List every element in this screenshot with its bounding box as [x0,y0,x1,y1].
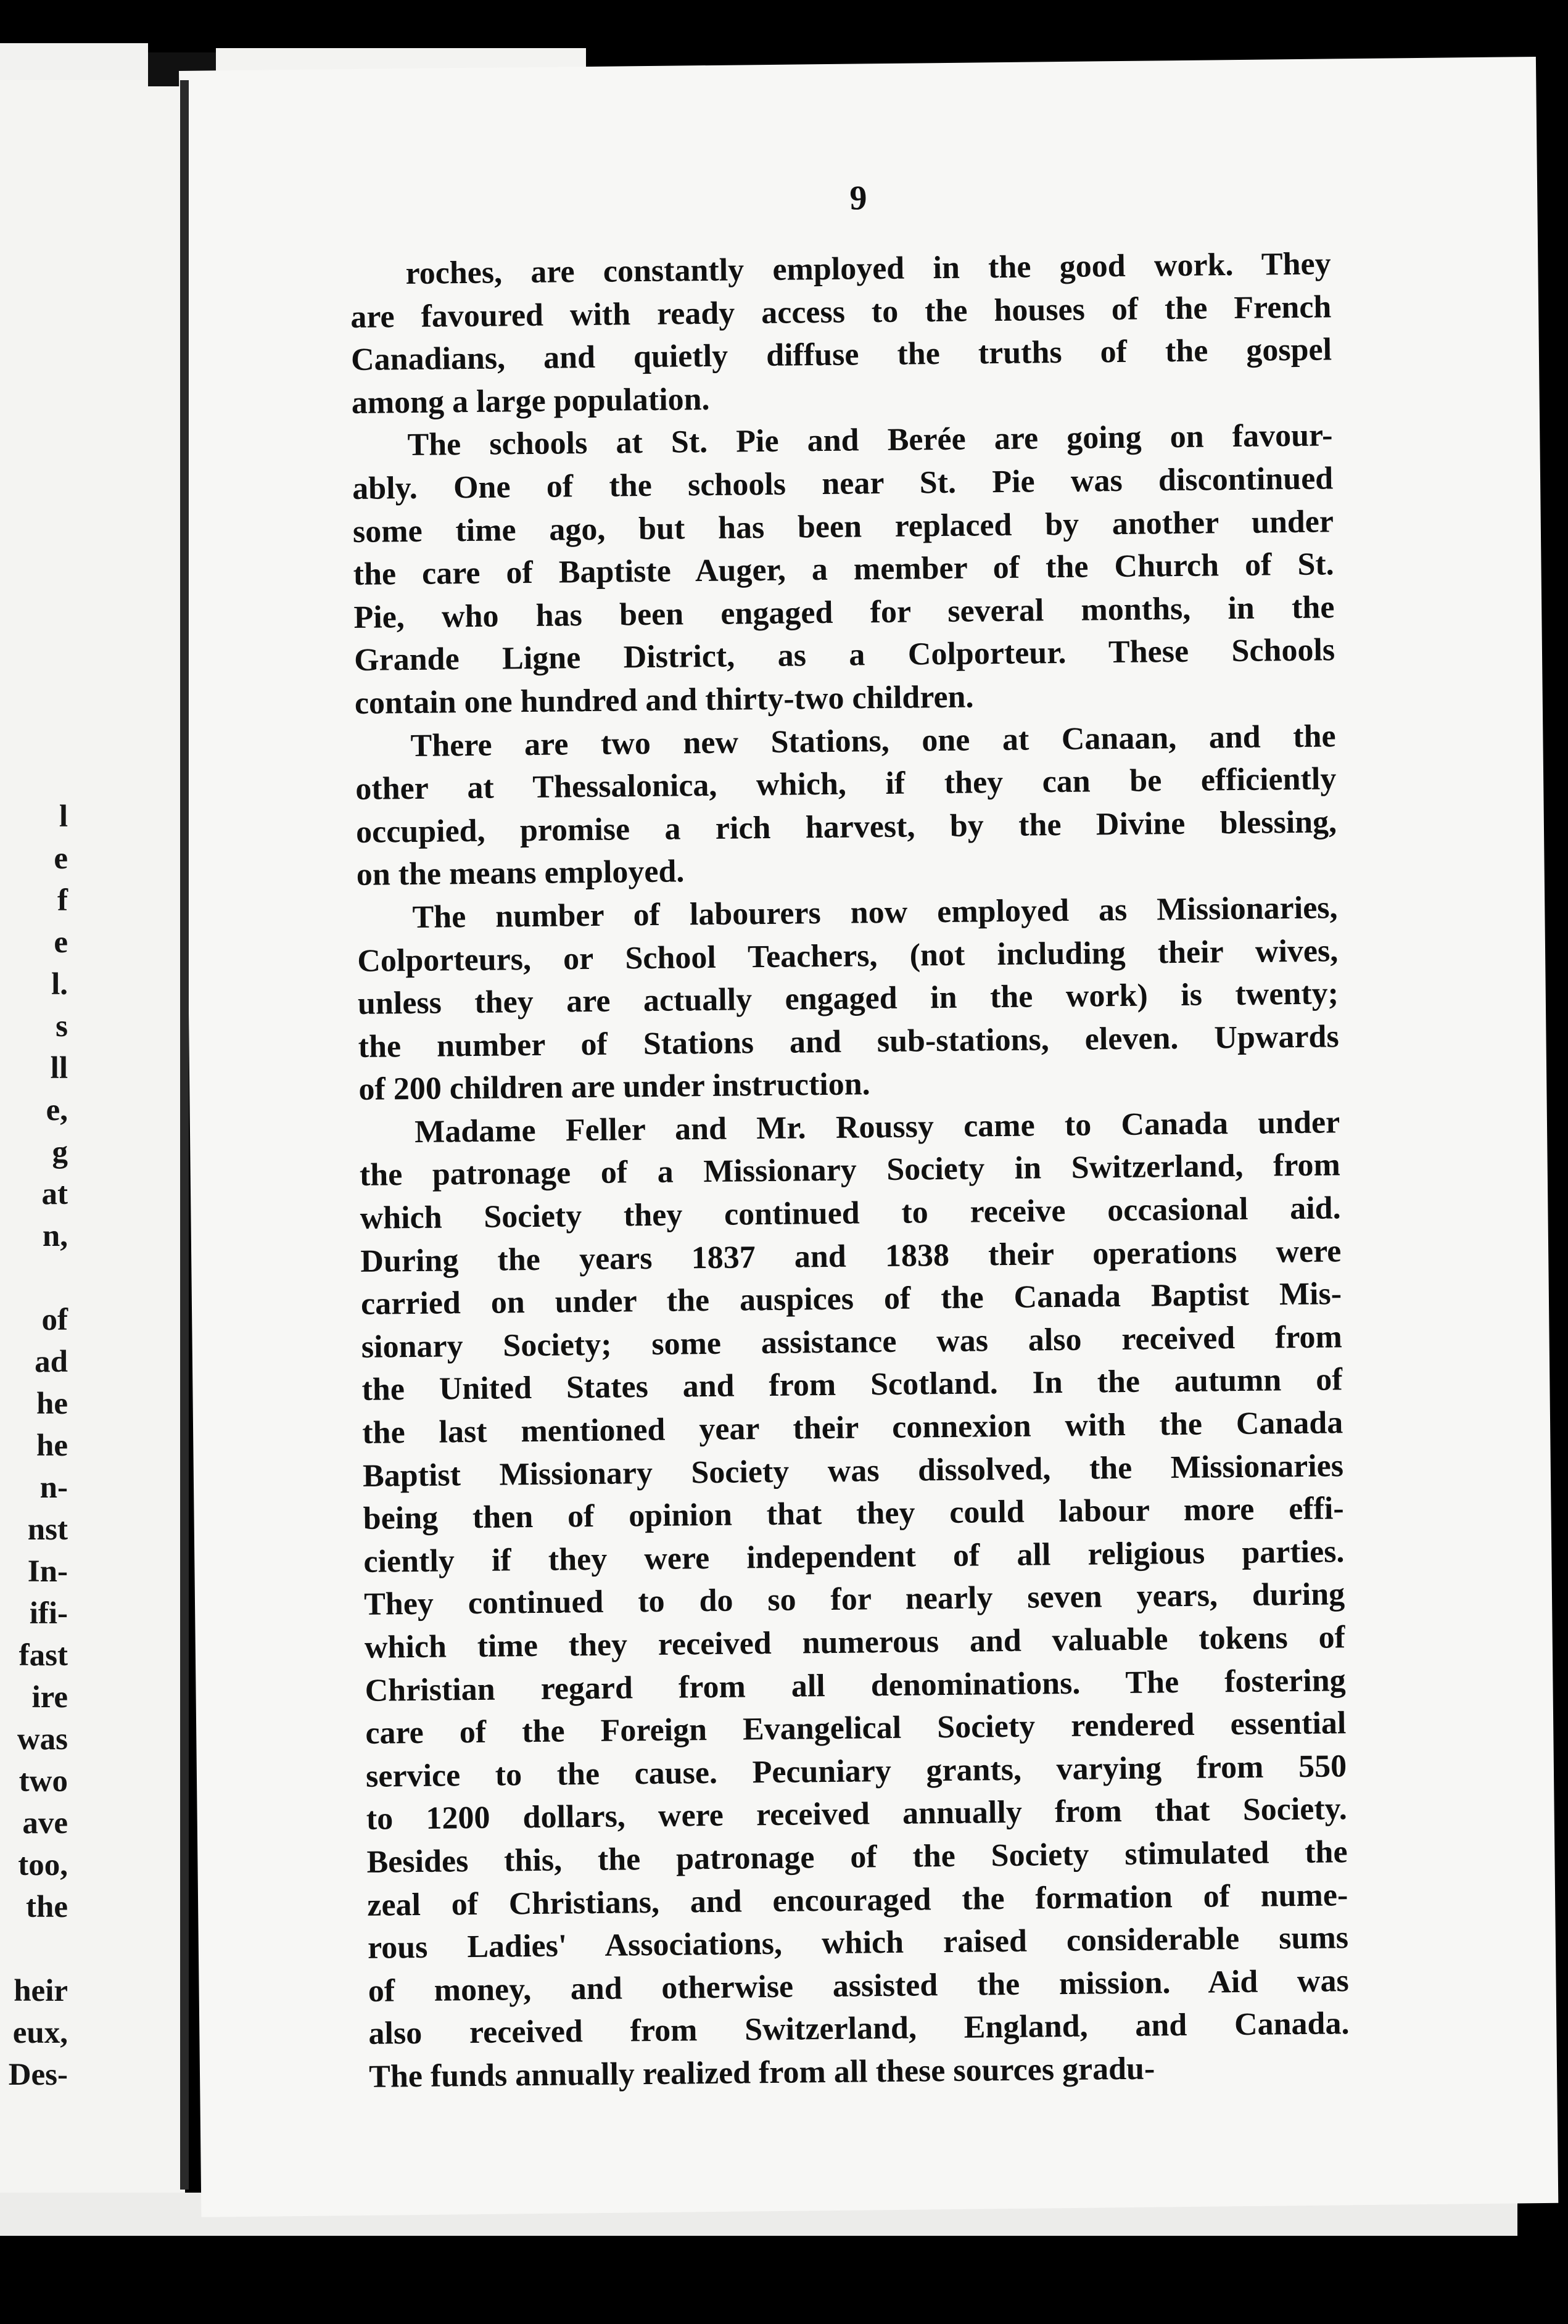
left-page-fragment [0,1257,68,1299]
text-line: sionary Society; some assistance was also received from [361,1319,1343,1365]
text-line: the care of Baptiste Auger, a member of the Church of St. [353,546,1334,593]
text-line: carried on under the auspices of the Canada Baptist Mis- [360,1276,1342,1322]
left-page-fragment [0,1928,68,1970]
text-line: zeal of Christians, and encouraged the formation of nume- [367,1877,1348,1923]
left-page-fragment: heir [14,1974,68,2008]
book-spine [180,80,189,2190]
left-page-fragment: s [56,1009,68,1044]
text-line: the number of Stations and sub-stations, eleven. Upwards [358,1018,1339,1065]
text-line: occupied, promise a rich harvest, by the Divine blessing, [355,804,1337,850]
left-page-fragment: ave [22,1806,68,1840]
left-page-fragment: e, [46,1093,68,1127]
left-page-fragment: l. [51,967,68,1002]
text-line: the last mentioned year their connexion with the Canada [361,1405,1343,1451]
text-line: the patronage of a Missionary Society in Switzerland, from [359,1147,1341,1193]
left-page-fragment: l [59,799,68,834]
left-page-fragment: e [54,841,68,876]
text-line: service to the cause. Pecuniary grants, varying from 550 [365,1748,1347,1794]
text-line: care of the Foreign Evangelical Society rendered essential [365,1705,1347,1752]
page-content [349,168,1350,2098]
text-line: Besides this, the patronage of the Society stimulated the [366,1834,1348,1880]
left-page-fragment: too, [18,1848,68,1882]
left-page-fragment: nst [27,1512,68,1547]
left-page-fragment: fast [19,1638,68,1673]
left-page-fragment: Des- [8,2058,68,2092]
left-page-fragment: the [26,1890,68,1924]
paragraph [357,886,1340,1111]
paragraph [352,414,1335,725]
left-page-fragment: ifi- [29,1596,68,1631]
text-line: rous Ladies' Associations, which raised considerable sums [367,1920,1349,1966]
text-line: which Society they continued to receive occasional aid. [360,1190,1341,1236]
text-line: Madame Feller and Mr. Roussy came to Canada under [414,1105,1340,1150]
text-line: roches, are constantly employed in the good work. They [405,246,1331,292]
left-page-text-fragments [0,796,68,2096]
left-page-fragment: he [36,1428,68,1463]
paragraph [355,715,1337,897]
text-line: Pie, who has been engaged for several months, in the [353,590,1335,635]
text-line: of 200 children are under instruction. [358,1066,870,1108]
paragraph [359,1101,1350,2098]
left-page-fragment: e [54,925,68,960]
text-line: being then of opinion that they could labour more effi- [363,1491,1344,1537]
text-line: some time ago, but has been replaced by another under [352,503,1334,550]
left-page-fragment: ire [31,1680,68,1715]
text-line: contain one hundred and thirty-two children. [354,679,974,721]
text-line: Baptist Missionary Society was dissolved, the Missionaries [362,1448,1344,1494]
left-page-fragment: n- [39,1470,68,1505]
text-line: among a large population. [351,381,710,421]
text-line: on the means employed. [356,854,685,893]
left-page-fragment: g [52,1135,68,1169]
left-page-fragment: of [41,1303,68,1337]
page-number: 9 [849,179,867,218]
text-line: Colporteurs, or School Teachers, (not including their wives, [357,933,1339,979]
text-line: which time they received numerous and valuable tokens of [364,1620,1346,1665]
left-page-fragment: at [41,1177,68,1211]
text-line: During the years 1837 and 1838 their operations were [360,1233,1342,1279]
text-line: ably. One of the schools near St. Pie was discontinued [352,461,1334,506]
left-page-fragment: he [36,1387,68,1421]
text-line: also received from Switzerland, England, and Canada. [368,2006,1350,2052]
left-top-paper-strip [0,43,148,80]
text-line: Christian regard from all denominations. The fostering [365,1662,1346,1708]
left-page-fragment: ad [35,1345,68,1379]
text-line: The number of labourers now employed as Missionaries, [412,890,1338,935]
text-line: The schools at St. Pie and Berée are going on favour- [407,418,1333,463]
text-line: other at Thessalonica, which, if they can be efficiently [355,761,1337,807]
left-page-fragment: ll [50,1051,68,1086]
left-page-fragment: two [19,1764,68,1799]
left-page-fragment: eux, [12,2016,68,2050]
left-page-fragment: was [17,1722,68,1757]
text-line: of money, and otherwise assisted the mission. Aid was [368,1963,1349,2009]
text-line: They continued to do so for nearly seven years, during [363,1576,1345,1623]
text-line: Canadians, and quietly diffuse the truths of the gospel [350,332,1332,378]
text-line: Grande Ligne District, as a Colporteur. These Schools [353,632,1335,678]
left-page-fragment: n, [42,1219,68,1253]
text-line: are favoured with ready access to the houses of the French [350,289,1332,335]
paragraph [350,242,1332,424]
text-line: The funds annually realized from all these sources gradu- [368,2051,1155,2095]
text-line: unless they are actually engaged in the work) is twenty; [357,976,1339,1022]
left-page-fragment: f [57,883,68,918]
page-body [350,242,1350,2098]
text-line: the United States and from Scotland. In the autumn of [361,1362,1343,1408]
text-line: There are two new Stations, one at Canaan, and the [410,718,1336,764]
text-line: ciently if they were independent of all religious parties. [363,1534,1345,1580]
text-line: to 1200 dollars, were received annually from that Society. [366,1791,1348,1837]
left-page-fragment: In- [27,1554,68,1589]
